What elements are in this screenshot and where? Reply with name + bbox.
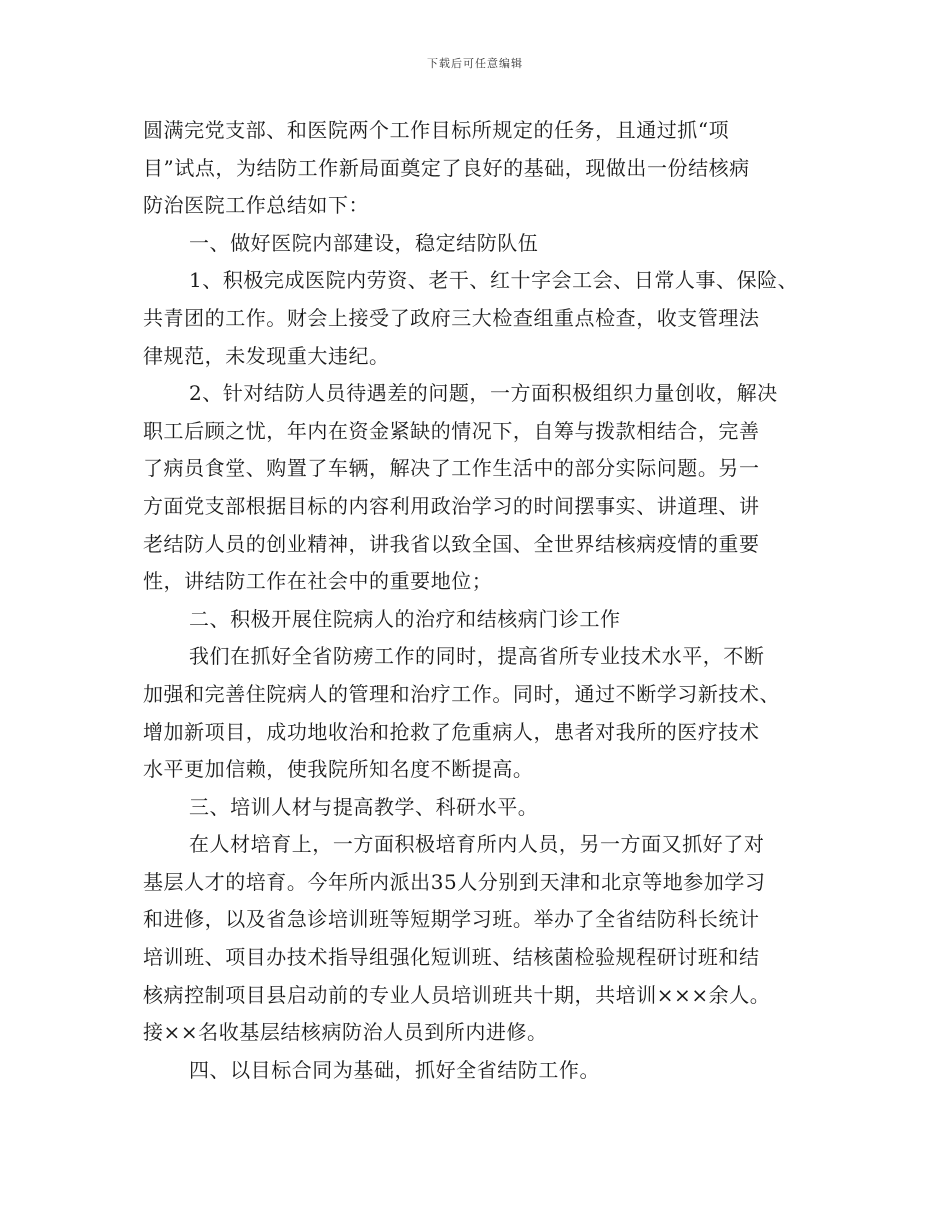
text-line: 四、以目标合同为基础，抓好全省结防工作。	[189, 1057, 600, 1082]
text-line: 老结防人员的创业精神，讲我省以致全国、全世界结核病疫情的重要	[143, 531, 760, 556]
text-line: 圆满完党支部、和医院两个工作目标所规定的任务，且通过抓“项	[143, 118, 730, 142]
text-line: 我们在抓好全省防痨工作的同时，提高省所专业技术水平，不断	[189, 644, 765, 669]
text-line: 核病控制项目县启动前的专业人员培训班共十期，共培训×××余人。	[143, 982, 771, 1007]
text-line: 在人材培育上，一方面积极培育所内人员，另一方面又抓好了对	[189, 832, 765, 857]
text-line: 律规范，未发现重大违纪。	[143, 343, 390, 368]
text-line: 三、培训人材与提高教学、科研水平。	[189, 794, 539, 819]
text-line: 1、积极完成医院内劳资、老干、红十字会工会、日常人事、保险、	[189, 268, 799, 293]
text-line: 二、积极开展住院病人的治疗和结核病门诊工作	[189, 606, 621, 631]
document-body	[143, 112, 823, 1089]
text-line: 基层人才的培育。今年所内派出35人分别到天津和北京等地参加学习	[143, 869, 766, 894]
text-line: 培训班、项目办技术指导组强化短训班、结核菌检验规程研讨班和结	[143, 945, 760, 970]
text-line: 一、做好医院内部建设，稳定结防队伍	[189, 230, 539, 255]
text-line: 目”试点，为结防工作新局面奠定了良好的基础，现做出一份结核病	[143, 155, 750, 180]
text-line: 和进修，以及省急诊培训班等短期学习班。举办了全省结防科长统计	[143, 907, 760, 932]
text-line: 方面党支部根据目标的内容利用政治学习的时间摆事实、讲道理、讲	[143, 493, 760, 518]
text-line: 2、针对结防人员待遇差的问题，一方面积极组织力量创收，解决	[189, 381, 778, 406]
text-line: 接××名收基层结核病防治人员到所内进修。	[143, 1020, 548, 1045]
text-line: 了病员食堂、购置了车辆，解决了工作生活中的部分实际问题。另一	[143, 456, 760, 481]
page-header-note: 下载后可任意编辑	[427, 57, 523, 70]
text-line: 性，讲结防工作在社会中的重要地位；	[143, 569, 493, 594]
text-line: 增加新项目，成功地收治和抢救了危重病人，患者对我所的医疗技术	[143, 719, 760, 744]
text-line: 共青团的工作。财会上接受了政府三大检查组重点检查，收支管理法	[143, 305, 760, 330]
text-line: 水平更加信赖，使我院所知名度不断提高。	[143, 757, 534, 782]
text-line: 防治医院工作总结如下：	[143, 193, 370, 218]
text-line: 加强和完善住院病人的管理和治疗工作。同时，通过不断学习新技术、	[143, 681, 781, 706]
text-line: 职工后顾之忧，年内在资金紧缺的情况下，自筹与拨款相结合，完善	[143, 418, 760, 443]
